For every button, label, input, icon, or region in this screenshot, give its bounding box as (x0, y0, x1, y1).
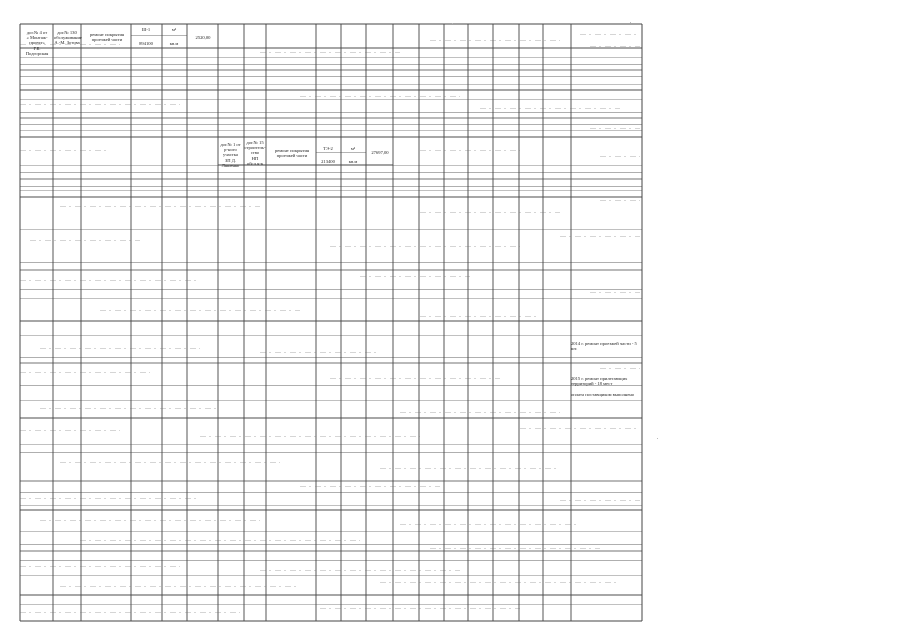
scan-speck (452, 23, 453, 24)
row2-unit-top: м² (350, 146, 356, 151)
row2-work-description: ремонт покрытия проезжей части (274, 148, 310, 159)
row1-code-bottom: 894100 (139, 41, 153, 46)
scan-speck (657, 438, 658, 439)
row1-work-description: ремонт покрытия проезжей части (89, 32, 125, 43)
row2-unit-bottom: кв.м (348, 159, 358, 164)
note-2015: 2015 г. ремонт прилегающих территорий - 18 мест (571, 376, 628, 387)
row1-unit-top: м² (171, 27, 177, 32)
row1-contract-2: дог.№ 130 обслуживание А.-М. Зотова (54, 30, 82, 46)
row2-amount: 27697,00 (371, 150, 389, 155)
row1-unit-bottom: кв.м (169, 41, 179, 46)
row2-code-top: ТЭ-2 (323, 146, 333, 151)
row2-contract-2: дог.№ 15 строитель- ство НП обсл.ч-к (244, 140, 266, 166)
row1-code-top: Ш-1 (141, 27, 151, 32)
row2-contract-1: дог.№ 1 от р-ного участка ЗП Д. Ляшенко (220, 142, 241, 168)
row1-amount: 2520,00 (195, 35, 211, 40)
row2-code-bottom: 213400 (321, 159, 335, 164)
scan-speck (630, 22, 631, 23)
note-2014: 2014 г. ремонт проезжей части - 5 шт. (571, 341, 637, 352)
row1-contract-1: дог.№ 4 от « Монтаж-проект» Г.Б. Подгорская (25, 30, 49, 56)
note-payment: оплата поставщиком выполнено (571, 392, 635, 397)
